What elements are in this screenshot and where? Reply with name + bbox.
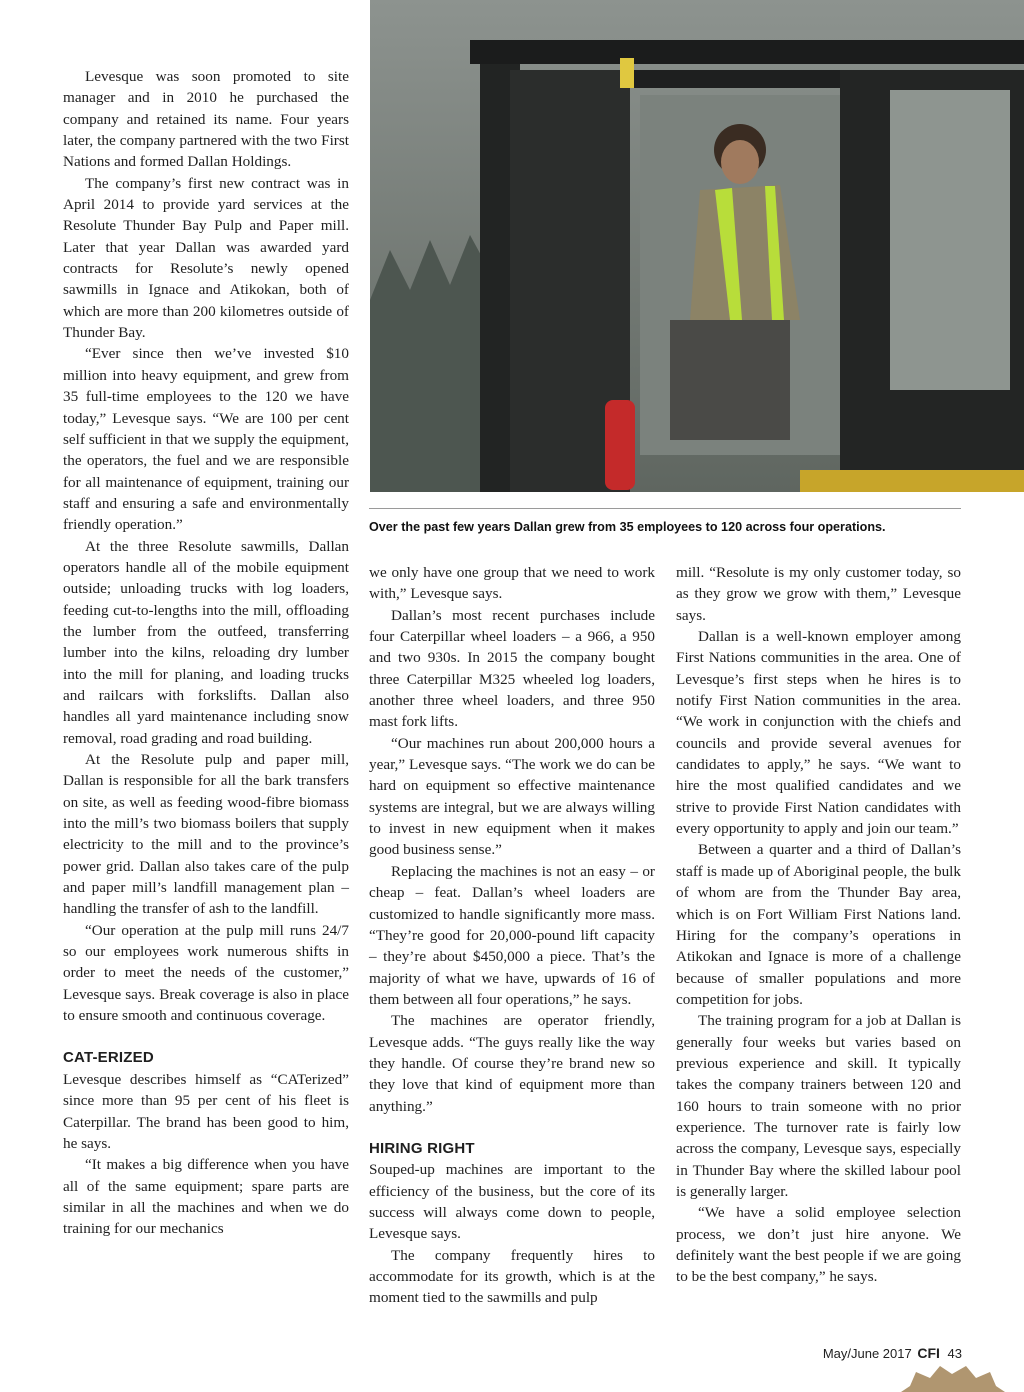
section-heading: CAT-ERIZED [63, 1049, 154, 1067]
article-photo [370, 0, 1024, 492]
article-column-3 [676, 562, 961, 1288]
paragraph: Between a quarter and a third of Dallan’s staff is made up of Aboriginal people, the bulk of whom are from the Thunder Bay area, which is on Fort William First Nations land. Hiring for the company’s operations in Atikokan and Ignace is more of a challenge because of smaller populations and more competition for jobs. [676, 841, 961, 1008]
paragraph: The machines are operator friendly, Levesque adds. “The guys really like the way they handle. Of course they’re brand new so they love that kind of equipment more than anything.” [369, 1012, 655, 1115]
paragraph: “We have a solid employee selection process, we don’t just hire anyone. We definitely want the best people if we are going to be the best company,” he says. [676, 1204, 961, 1286]
paragraph: At the three Resolute sawmills, Dallan operators handle all of the mobile equipment outside; unloading trucks with log loaders, feeding cut-to-lengths into the mill, offloading the lumber from the outfeed, transferring lumber into the kilns, reloading dry lumber into the mill for planing, and loading trucks and railcars with forkslifts. Dallan also handles all yard maintenance including snow removal, road grading and road building. [63, 537, 349, 747]
paragraph: “Ever since then we’ve invested $10 million into heavy equipment, and grew from 35 full-time employees to the 120 we have today,” Levesque says. “We are 100 per cent self sufficient in that we supply the equipment, the operators, the fuel and we are responsible for all maintenance of equipment, training our staff and ensuring a safe and environmentally friendly operation.” [63, 345, 349, 534]
paragraph: At the Resolute pulp and paper mill, Dallan is responsible for all the bark transfers on site, as well as feeding wood-fibre biomass into the mill’s two biomass boilers that supply electricity to the mill and to the province’s power grid. Dallan also takes care of the pulp and paper mill’s landfill management plan – handling the transfer of ash to the landfill. [63, 751, 349, 918]
paragraph: The company frequently hires to accommodate for its growth, which is at the moment tied to the sawmills and pulp [369, 1246, 655, 1307]
page-number: 43 [947, 1346, 962, 1361]
paragraph: Dallan’s most recent purchases include four Caterpillar wheel loaders – a 966, a 950 and two 930s. In 2015 the company bought three Caterpillar M325 wheeled log loaders, another three wheel loaders, and three 950 mast fork lifts. [369, 606, 655, 731]
paragraph: we only have one group that we need to work with,” Levesque says. [369, 564, 655, 603]
article-column-1 [63, 66, 349, 1240]
paragraph: The company’s first new contract was in April 2014 to provide yard services at the Resolute Thunder Bay Pulp and Paper mill. Later that year Dallan was awarded yard contracts for Resolute’s newly opened sawmills in Ignace and Atikokan, both of which are more than 200 kilometres outside of Thunder Bay. [63, 174, 349, 342]
article-column-2 [369, 562, 655, 1309]
section-heading: HIRING RIGHT [369, 1139, 475, 1157]
paragraph: Dallan is a well-known employer among First Nations communities in the area. One of Levesque’s first steps when he hires is to notify First Nation communities in the area. “We work in conjunction with the chiefs and councils and provide several avenues for candidates to apply,” he says. “We want to hire the most qualified candidates and we strive to provide First Nation candidates with every opportunity to apply and join our team.” [676, 628, 961, 838]
paragraph: Levesque was soon promoted to site manager and in 2010 he purchased the company and retained its name. Four years later, the company partnered with the two First Nations and formed Dallan Holdings. [63, 68, 349, 171]
paragraph: Souped-up machines are important to the efficiency of the business, but the core of its success will always come down to people, Levesque says. [369, 1161, 655, 1243]
paragraph: mill. “Resolute is my only customer today, so as they grow we grow with them,” Levesque says. [676, 564, 961, 624]
photo-caption: Over the past few years Dallan grew from 35 employees to 120 across four operations. [369, 520, 886, 534]
caption-rule [369, 508, 961, 509]
issue-date: May/June 2017 [822, 1346, 912, 1361]
paragraph: Levesque describes himself as “CATerized” since more than 95 per cent of his fleet is Caterpillar. The brand has been good to him, he says. [63, 1070, 349, 1152]
paragraph: The training program for a job at Dallan is generally four weeks but varies based on previous experience and skill. It typically takes the company trainers between 120 and 160 hours to train someone with no prior experience. The turnover rate is fairly low across the company, Levesque says, especially in Thunder Bay where the skilled labour pool is generally larger. [676, 1012, 961, 1200]
paragraph: “It makes a big difference when you have all of the same equipment; spare parts are similar in all the machines and when we do training for our mechanics [63, 1156, 349, 1238]
saw-blade-icon [880, 1364, 1024, 1392]
paragraph: “Our operation at the pulp mill runs 24/7 so our employees work numerous shifts in order to meet the needs of the customer,” Levesque says. Break coverage is also in place to ensure smooth and continuous coverage. [63, 921, 349, 1025]
page-footer [823, 1345, 962, 1361]
paragraph: Replacing the machines is not an easy – or cheap – feat. Dallan’s wheel loaders are customized to handle significantly more mass. “They’re good for 20,000-pound lift capacity – they’re about $450,000 a piece. That’s the majority of what we have, upwards of 16 of them between all four operations,” he says. [369, 862, 655, 1008]
magazine-brand: CFI [917, 1345, 940, 1361]
paragraph: “Our machines run about 200,000 hours a year,” Levesque says. “The work we do can be hard on equipment so effective maintenance systems are integral, but we are always willing to invest in new equipment when it makes good business sense.” [369, 734, 655, 859]
